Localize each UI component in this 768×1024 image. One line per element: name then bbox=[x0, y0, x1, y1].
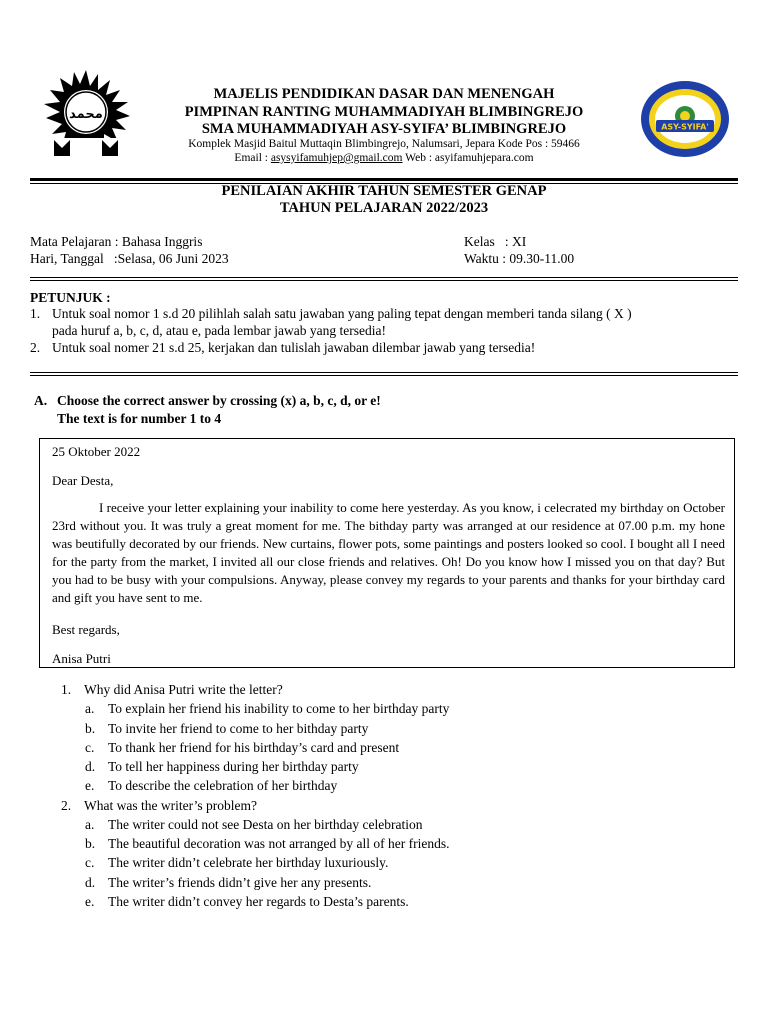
email-link[interactable]: asysyifamuhjep@gmail.com bbox=[270, 152, 403, 164]
q2-option-b-text: The beautiful decoration was not arranged by all of her friends. bbox=[108, 836, 450, 851]
q2-option-d-letter[interactable]: d. bbox=[85, 875, 96, 890]
q2-option-a-text: The writer could not see Desta on her birthday celebration bbox=[108, 817, 423, 832]
q1-option-e-letter[interactable]: e. bbox=[85, 778, 95, 793]
q1-option-d-letter[interactable]: d. bbox=[85, 759, 96, 774]
class-field: Kelas : XI bbox=[464, 234, 527, 249]
letter-greeting: Dear Desta, bbox=[52, 473, 114, 488]
q1-option-c-text: To thank her friend for his birthday’s card and present bbox=[108, 740, 400, 755]
instructions-rule-bottom bbox=[30, 375, 738, 376]
logo-left-text: محمد bbox=[69, 107, 103, 122]
date-field: Hari, Tanggal :Selasa, 06 Juni 2023 bbox=[30, 251, 229, 266]
q1-option-b-letter[interactable]: b. bbox=[85, 721, 96, 736]
q2-option-e-letter[interactable]: e. bbox=[85, 894, 95, 909]
q2-option-c-letter[interactable]: c. bbox=[85, 855, 95, 870]
subject-field: Mata Pelajaran : Bahasa Inggris bbox=[30, 234, 203, 249]
letter-closing: Best regards, bbox=[52, 622, 120, 637]
letter-body bbox=[52, 499, 725, 608]
header-contact bbox=[0, 152, 768, 164]
instruction-2-num: 2. bbox=[30, 340, 41, 355]
web-text: Web : asyifamuhjepara.com bbox=[402, 152, 534, 164]
email-label: Email : bbox=[234, 152, 271, 164]
section-a-label: A. bbox=[34, 393, 48, 408]
q1-option-d-text: To tell her happiness during her birthday party bbox=[108, 759, 359, 774]
time-field: Waktu : 09.30-11.00 bbox=[464, 251, 575, 266]
info-rule-bottom bbox=[30, 280, 738, 281]
section-a-subtitle: The text is for number 1 to 4 bbox=[57, 411, 222, 426]
letter-body-text: I receive your letter explaining your inability to come here yesterday. As you know, i celecrated my birthday on October 23rd without you. It was truly a great moment for me. The bithday party was arranged at our residence at 07.00 p.m. my hone was beutifully decorated by our friends. New curtains, flower pots, some paintings and posters looked so cool. I bought all I need for the party from the market, I invited all our close friends and relatives. Oh! Do you know how I missed you on that day? But you had to be busy with your compulsions. Anyway, please convey my regards to your parents and thanks for your birthday card and gift you have sent to me. bbox=[52, 500, 725, 606]
q2-option-c-text: The writer didn’t celebrate her birthday luxuriously. bbox=[108, 855, 389, 870]
header-line1: MAJELIS PENDIDIKAN DASAR DAN MENENGAH bbox=[213, 86, 555, 102]
instruction-1-num: 1. bbox=[30, 306, 41, 321]
question-1-text: Why did Anisa Putri write the letter? bbox=[84, 682, 283, 697]
q2-option-b-letter[interactable]: b. bbox=[85, 836, 96, 851]
q1-option-c-letter[interactable]: c. bbox=[85, 740, 95, 755]
question-1-num: 1. bbox=[61, 682, 72, 697]
instructions-heading: PETUNJUK : bbox=[30, 290, 111, 305]
q1-option-a-letter[interactable]: a. bbox=[85, 701, 95, 716]
q2-option-d-text: The writer’s friends didn’t give her any presents. bbox=[108, 875, 372, 890]
letter-signature: Anisa Putri bbox=[52, 651, 111, 666]
header-line2: PIMPINAN RANTING MUHAMMADIYAH BLIMBINGREJO bbox=[184, 104, 584, 120]
q2-option-a-letter[interactable]: a. bbox=[85, 817, 95, 832]
exam-title1: PENILAIAN AKHIR TAHUN SEMESTER GENAP bbox=[221, 183, 547, 199]
q1-option-a-text: To explain her friend his inability to come to her birthday party bbox=[108, 701, 450, 716]
q2-option-e-text: The writer didn’t convey her regards to Desta’s parents. bbox=[108, 894, 409, 909]
header-rule-thick bbox=[30, 178, 738, 181]
section-a-title: Choose the correct answer by crossing (x) a, b, c, d, or e! bbox=[57, 393, 381, 408]
exam-title2: TAHUN PELAJARAN 2022/2023 bbox=[279, 200, 489, 216]
q1-option-b-text: To invite her friend to come to her bithday party bbox=[108, 721, 369, 736]
instruction-2-line1: Untuk soal nomer 21 s.d 25, kerjakan dan tulislah jawaban dilembar jawab yang tersedia! bbox=[52, 340, 536, 355]
instruction-1-line2: pada huruf a, b, c, d, atau e, pada lembar jawab yang tersedia! bbox=[52, 323, 386, 338]
header-line3: SMA MUHAMMADIYAH ASY-SYIFA’ BLIMBINGREJO bbox=[201, 121, 567, 137]
question-2-text: What was the writer’s problem? bbox=[84, 798, 257, 813]
info-rule-top bbox=[30, 277, 738, 278]
letter-date: 25 Oktober 2022 bbox=[52, 444, 141, 459]
instruction-1-line1: Untuk soal nomor 1 s.d 20 pilihlah salah satu jawaban yang paling tepat dengan memberi tanda silang ( X ) bbox=[52, 306, 632, 321]
instructions-rule-top bbox=[30, 372, 738, 373]
header-address: Komplek Masjid Baitul Muttaqin Blimbingrejo, Nalumsari, Jepara Kode Pos : 59466 bbox=[188, 138, 580, 150]
q1-option-e-text: To describe the celebration of her birthday bbox=[108, 778, 338, 793]
letter-box bbox=[39, 438, 735, 668]
question-2-num: 2. bbox=[61, 798, 72, 813]
logo-right-text: ASY-SYIFA' bbox=[661, 122, 709, 132]
